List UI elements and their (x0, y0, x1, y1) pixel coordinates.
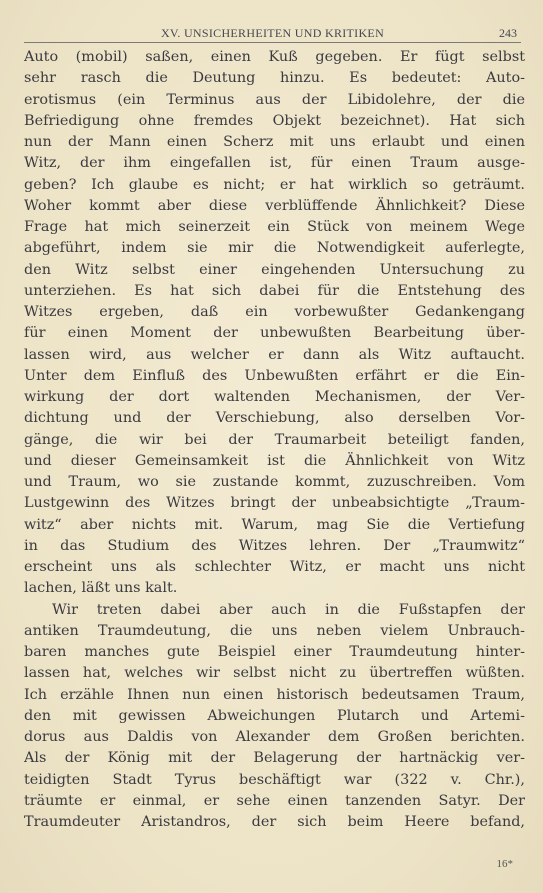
text-line: lassen wird, aus welcher er dann als Witz auftaucht. (24, 346, 525, 363)
text-line: erscheint uns als schlechter Witz, er macht uns nicht (24, 559, 525, 575)
paragraph-end-line: lachen, läßt uns kalt. (24, 580, 178, 597)
page-header (24, 22, 521, 43)
text-line: Befriedigung ohne fremdes Objekt bezeichnet). Hat sich (24, 112, 525, 129)
text-line: dichtung und der Verschiebung, also derselben Vor- (24, 410, 525, 427)
text-line: witz“ aber nichts mit. Warum, mag Sie die Vertiefung (24, 516, 525, 533)
text-line: nun der Mann einen Scherz mit uns erlaubt und einen (24, 134, 525, 150)
text-line: teidigten Stadt Tyrus beschäftigt war (322 v. Chr.), (24, 771, 525, 788)
text-line: in das Studium des Witzes lehren. Der „Traumwitz“ (24, 537, 525, 554)
text-line: dorus aus Daldis von Alexander dem Großen berichten. (24, 729, 525, 745)
text-line: lassen hat, welches wir selbst nicht zu übertreffen wüßten. (24, 665, 525, 682)
text-line: Auto (mobil) saßen, einen Kuß gegeben. Er fügt selbst (24, 49, 525, 65)
text-line: Witz, der ihm eingefallen ist, für einen Traum ausge- (24, 155, 525, 172)
text-line: erotismus (ein Terminus aus der Libidolehre, der die (24, 91, 525, 108)
text-line: Als der König mit der Belagerung der hartnäckig ver- (24, 750, 525, 767)
text-line: und Traum, wo sie zustande kommt, zuzuschreiben. Vom (24, 474, 525, 490)
text-line: den Witz selbst einer eingehenden Untersuchung zu (24, 261, 525, 278)
text-line: Ich erzähle Ihnen nun einen historisch bedeutsamen Traum, (24, 686, 525, 703)
text-line: Frage hat mich seinerzeit ein Stück von meinem Wege (24, 219, 525, 235)
running-title: XV. UNSICHERHEITEN UND KRITIKEN (160, 26, 385, 40)
text-line: gänge, die wir bei der Traumarbeit beteiligt fanden, (24, 431, 525, 448)
text-line: für einen Moment der unbewußten Bearbeitung über- (24, 325, 525, 342)
printer-signature: 16* (496, 858, 513, 870)
body-text (24, 47, 525, 833)
text-line: träumte er einmal, er sehe einen tanzenden Satyr. Der (24, 792, 525, 809)
text-line: wirkung der dort waltenden Mechanismen, der Ver- (24, 389, 525, 405)
text-line: abgeführt, indem sie mir die Notwendigkeit auferlegte, (24, 240, 525, 257)
text-line: Lustgewinn des Witzes bringt der unbeabsichtigte „Traum- (24, 495, 525, 512)
text-line: Witzes ergeben, daß ein vorbewußter Gedankengang (24, 304, 525, 320)
text-line: und dieser Gemeinsamkeit ist die Ähnlichkeit von Witz (24, 452, 525, 469)
text-line: Unter dem Einfluß des Unbewußten erfährt er die Ein- (24, 367, 525, 384)
text-line: sehr rasch die Deutung hinzu. Es bedeutet: Auto- (24, 70, 525, 87)
text-line: den mit gewissen Abweichungen Plutarch und Artemi- (24, 707, 525, 724)
paragraph-start-line: Wir treten dabei aber auch in die Fußstapfen der (52, 601, 525, 618)
text-line: geben? Ich glaube es nicht; er hat wirklich so geträumt. (24, 176, 525, 193)
text-line: unterziehen. Es hat sich dabei für die Entstehung des (24, 282, 525, 299)
text-line: Woher kommt aber diese verblüffende Ähnlichkeit? Diese (24, 197, 525, 214)
text-line: baren manches gute Beispiel einer Traumdeutung hinter- (24, 644, 525, 660)
text-line: Traumdeuter Aristandros, der sich beim Heere befand, (24, 814, 525, 830)
page-number: 243 (499, 26, 517, 40)
text-line: antiken Traumdeutung, die uns neben vielem Unbrauch- (24, 622, 525, 639)
